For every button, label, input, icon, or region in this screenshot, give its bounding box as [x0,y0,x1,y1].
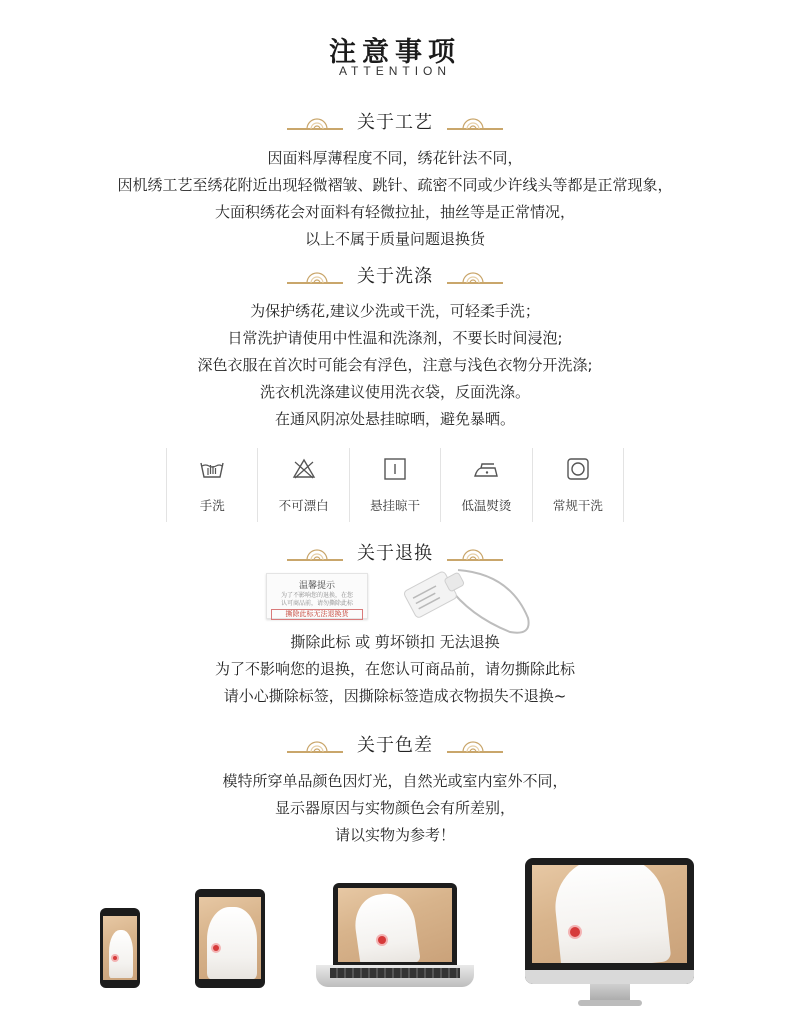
text-line: 在通风阴凉处悬挂晾晒，避免暴晒。 [274,410,515,428]
tag-warning: 撕除此标无法退换货 [271,609,363,620]
cloud-ornament-icon [285,264,345,286]
low-iron-icon [473,456,499,482]
section-title: 关于退换 [357,543,433,564]
section-header-color [0,731,790,757]
monitor-device [525,858,694,984]
care-item-hang-dry [349,448,440,522]
text-line: 为保护绣花,建议少洗或干洗，可轻柔手洗； [250,302,540,320]
care-item-no-bleach [257,448,348,522]
warning-tag-card [266,573,368,619]
text-line: 模特所穿单品颜色因灯光，自然光或室内室外不同， [222,772,568,790]
text-line: 因机绣工艺至绣花附近出现轻微褶皱、跳针、疏密不同或少许线头等都是正常现象， [117,176,673,194]
text-line: 为了不影响您的退换，在您认可商品前，请勿撕除此标 [214,660,575,678]
craft-paragraph [0,145,790,253]
cloud-ornament-icon [445,110,505,132]
laptop-device [333,883,457,965]
hand-wash-icon [199,456,225,482]
product-photo [199,897,261,979]
product-photo [338,888,452,962]
text-line: 深色衣服在首次时可能会有浮色，注意与浅色衣物分开洗涤; [197,356,593,374]
section-header-washing [0,262,790,288]
text-line: 洗衣机洗涤建议使用洗衣袋，反面洗涤。 [259,383,530,401]
section-header-returns [0,539,790,565]
care-instructions-row [166,448,624,522]
text-line: 大面积绣花会对面料有轻微拉扯，抽丝等是正常情况， [214,203,575,221]
section-title: 关于洗涤 [357,266,433,287]
section-title: 关于工艺 [357,112,433,133]
product-photo [103,916,137,980]
care-label: 手洗 [199,498,225,513]
cloud-ornament-icon [445,264,505,286]
laptop-keyboard-base [316,965,474,987]
color-paragraph [0,768,790,849]
phone-device [100,908,140,988]
care-item-low-iron [440,448,531,522]
hang-dry-icon [382,456,408,482]
section-title: 关于色差 [357,735,433,756]
care-item-hand-wash [166,448,257,522]
washing-paragraph [0,298,790,433]
text-line: 以上不属于质量问题退换货 [304,230,485,248]
page-subtitle: ATTENTION [338,64,452,78]
care-label: 悬挂晾干 [370,498,421,513]
monitor-base [578,1000,642,1006]
text-line: 请小心撕除标签，因撕除标签造成衣物损失不退换~ [223,687,567,705]
tablet-device [195,889,265,988]
tag-fine-print: 为了不影响您的退换，在您 [280,592,353,599]
text-line: 显示器原因与实物颜色会有所差别， [274,799,515,817]
product-photo [532,865,687,963]
cloud-ornament-icon [285,733,345,755]
care-label: 常规干洗 [552,498,603,513]
text-line: 撕除此标 或 剪坏锁扣 无法退换 [290,633,500,651]
text-line: 日常洗护请使用中性温和洗涤剂，不要长时间浸泡; [227,329,563,347]
section-header-craft [0,108,790,134]
returns-paragraph [0,629,790,710]
no-bleach-icon [291,456,317,482]
care-label: 不可漂白 [278,498,329,513]
text-line: 因面料厚薄程度不同，绣花针法不同， [267,149,523,167]
cloud-ornament-icon [445,733,505,755]
cloud-ornament-icon [285,541,345,563]
cloud-ornament-icon [285,110,345,132]
text-line: 请以实物为参考！ [334,826,455,844]
care-item-dry-clean [532,448,624,522]
dry-clean-icon [565,456,591,482]
care-label: 低温熨烫 [461,498,512,513]
tag-fine-print: 认可商品前，请勿撕除此标 [280,600,353,607]
page-title: 注意事项 [329,37,461,68]
tag-heading: 温馨提示 [298,581,335,591]
